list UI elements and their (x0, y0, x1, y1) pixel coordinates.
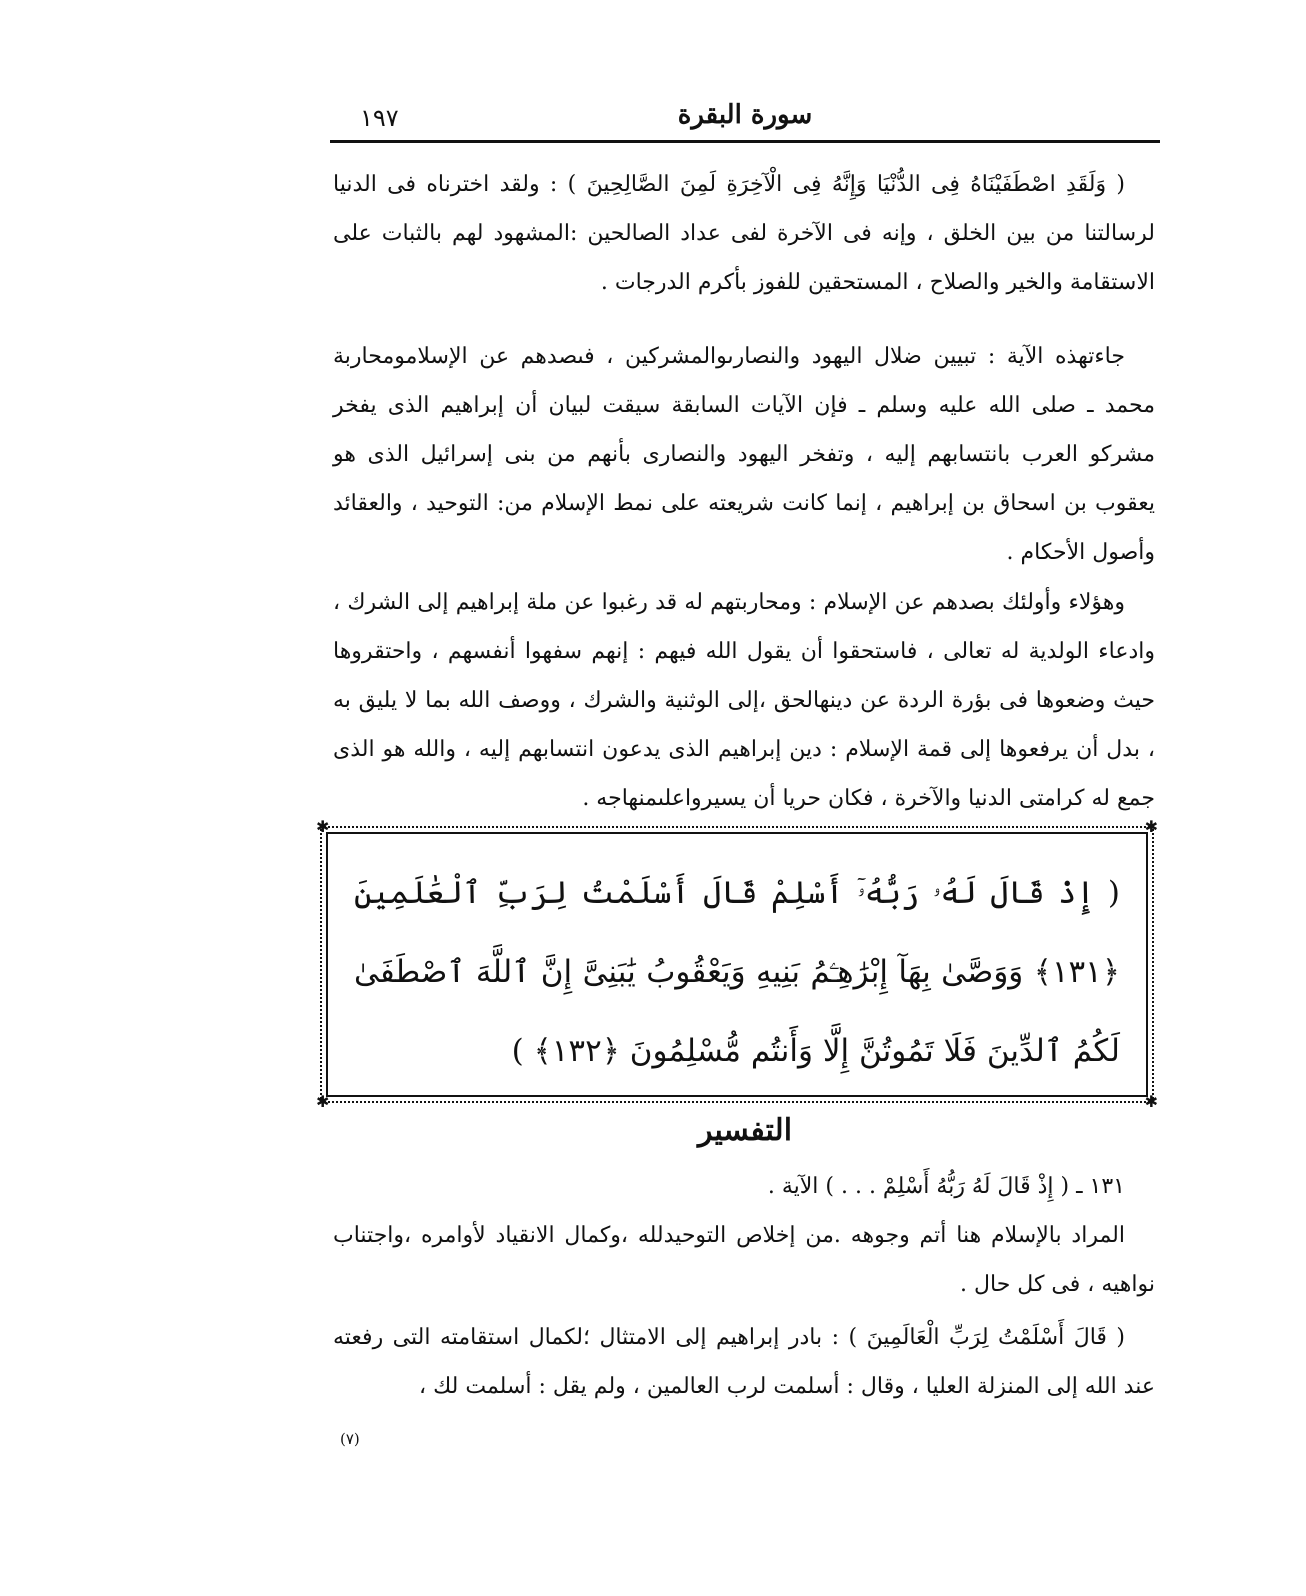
tafsir-heading: التفسير (697, 1113, 793, 1148)
quran-verse-frame (316, 817, 1158, 1111)
frame-corner-ornament-icon: ✱ (1144, 817, 1158, 836)
frame-corner-ornament-icon: ✱ (1144, 1092, 1158, 1111)
commentary-text-2: وهؤلاء وأولئك بصدهم عن الإسلام : ومحاربتهم له قد رغبوا عن ملة إبراهيم إلى الشرك ، وادعاء الولدية له تعالى ، فاستحقوا أن يقول الله فيهم : إنهم سفهوا أنفسهم ، واحتقروها حيث وضعوها فى بؤرة الردة عن دينهالحق ،إلى الوثنية والشرك ، ووصف الله بما لا يليق به ، بدل أن يرفعوها إلى قمة الإسلام : دين إبراهيم الذى يدعون انتسابهم إليه ، والله هو الذى جمع له كرامتى الدنيا والآخرة ، فكان حريا أن يسيرواعلىمنهاجه . (333, 590, 1155, 811)
tafsir-paragraph-2: ( قَالَ أَسْلَمْتُ لِرَبِّ الْعَالَمِينَ ) : بادر إبراهيم إلى الامتثال ؛لكمال استقامته التى رفعته عند الله إلى المنزلة العليا ، وقال : أسلمت لرب العالمين ، ولم يقل : أسلمت لك ، (333, 1325, 1155, 1399)
intro-text: ( وَلَقَدِ اصْطَفَيْنَاهُ فِى الدُّنْيَا وَإِنَّهُ فِى الْآخِرَةِ لَمِنَ الصَّالِحِينَ ) : ولقد اخترناه فى الدنيا لرسالتنا من بين الخلق ، وإنه فى الآخرة لفى عداد الصالحين :المشهود لهم بالثبات على الاستقامة والخير والصلاح ، المستحقين للفوز بأكرم الدرجات . (333, 172, 1155, 295)
commentary-paragraph-1 (333, 332, 1155, 577)
tafsir-section (333, 1162, 1155, 1411)
commentary-paragraph-2 (333, 578, 1155, 823)
page-number: ١٩٧ (360, 104, 399, 132)
intro-paragraph (333, 160, 1155, 307)
page-header (330, 100, 1160, 143)
tafsir-verse-reference: ١٣١ ـ ( إِذْ قَالَ لَهُ رَبُّهُ أَسْلِمْ . . . ) الآية . (767, 1174, 1125, 1199)
tafsir-paragraph-1: المراد بالإسلام هنا أتم وجوهه .من إخلاص التوحيدلله ،وكمال الانقياد لأوامره ،واجتناب نواهيه ، فى كل حال . (333, 1223, 1155, 1297)
commentary-text-1: جاءتهذه الآية : تبيين ضلال اليهود والنصارىوالمشركين ، فىصدهم عن الإسلامومحاربة محمد ـ صلى الله عليه وسلم ـ فإن الآيات السابقة سيقت لبيان أن إبراهيم الذى يفخر مشركو العرب بانتسابهم إليه ، وتفخر اليهود والنصارى بأنهم من بنى إسرائيل الذى هو يعقوب بن اسحاق بن إبراهيم ، إنما كانت شريعته على نمط الإسلام من: التوحيد ، والعقائد وأصول الأحكام . (333, 344, 1155, 565)
quran-verse-text: ( إِذْ قَالَ لَهُۥ رَبُّهُۥٓ أَسْلِمْ قَالَ أَسْلَمْتُ لِرَبِّ ٱلْعَٰلَمِينَ ﴿١٣١﴾ وَوَصَّىٰ بِهَآ إِبْرَٰهِـۧمُ بَنِيهِ وَيَعْقُوبُ يَٰبَنِىَّ إِنَّ ٱللَّهَ ٱصْطَفَىٰ لَكُمُ ٱلدِّينَ فَلَا تَمُوتُنَّ إِلَّا وَأَنتُم مُّسْلِمُونَ ﴿١٣٢﴾ ) (354, 875, 1120, 1069)
surah-title: سورة البقرة (677, 100, 813, 130)
signature-mark: (٧) (340, 1430, 360, 1448)
frame-corner-ornament-icon: ✱ (316, 817, 330, 836)
frame-corner-ornament-icon: ✱ (316, 1092, 330, 1111)
